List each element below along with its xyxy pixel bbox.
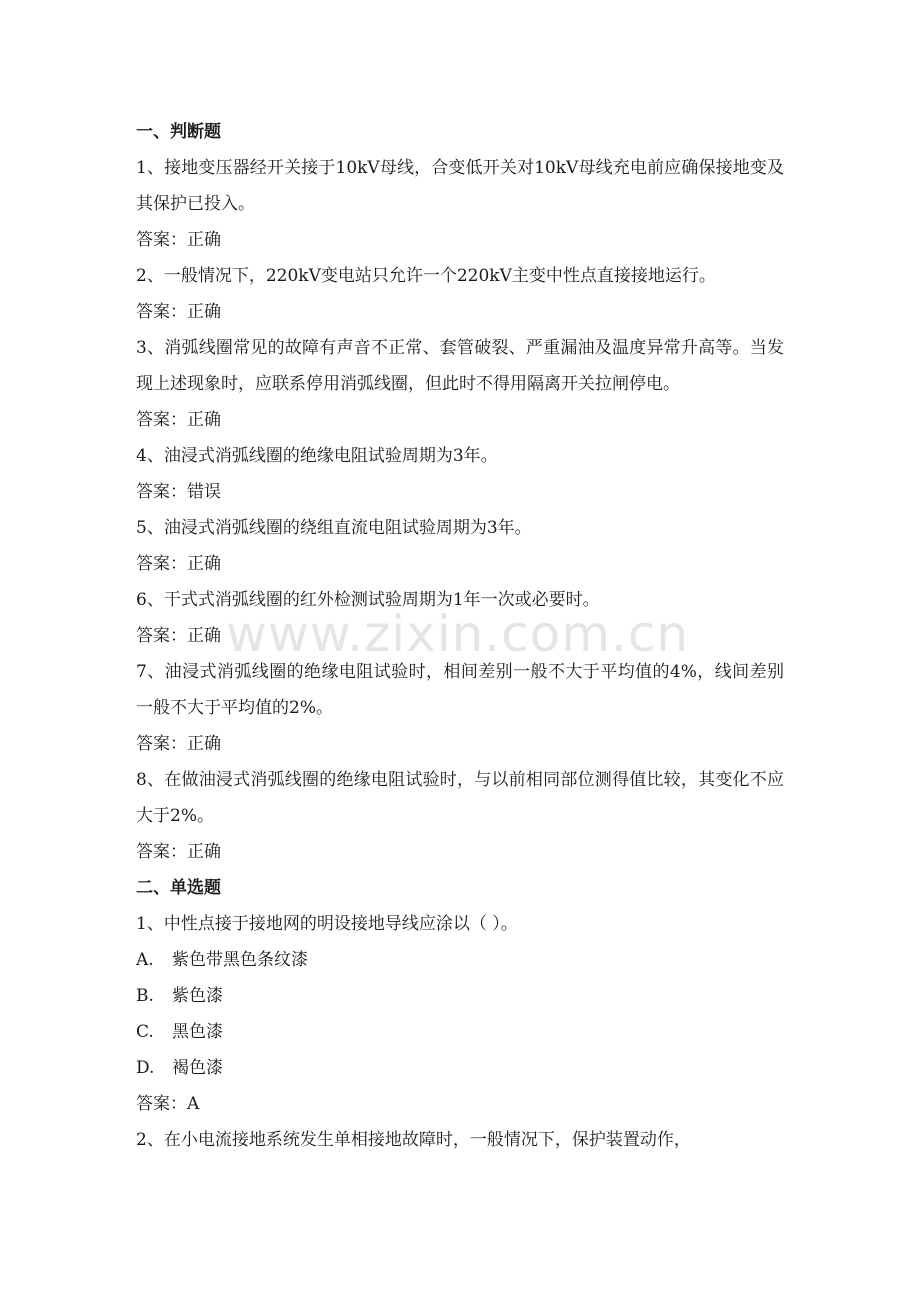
answer-text: 答案：正确 [136,842,221,862]
option-item [136,978,784,1014]
question-text: 1、中性点接于接地网的明设接地导线应涂以（ ）。 [136,914,518,934]
option-letter: A. [136,950,154,970]
question-text: 8、在做油浸式消弧线圈的绝缘电阻试验时，与以前相同部位测得值比较，其变化不应大于2%。 [136,770,784,826]
option-text: 紫色漆 [172,986,223,1006]
answer-text: 答案：正确 [136,626,221,646]
question-text: 4、油浸式消弧线圈的绝缘电阻试验周期为3年。 [136,446,498,466]
question-text: 6、干式式消弧线圈的红外检测试验周期为1年一次或必要时。 [136,590,600,610]
answer-text: 答案：正确 [136,734,221,754]
option-text: 褐色漆 [172,1058,223,1078]
question-text: 7、油浸式消弧线圈的绝缘电阻试验时，相间差别一般不大于平均值的4%，线间差别一般不大于平均值的2%。 [136,662,784,718]
question-text: 1、接地变压器经开关接于10kV母线，合变低开关对10kV母线充电前应确保接地变及其保护已投入。 [136,158,784,214]
section-title-single-choice: 二、单选题 [136,878,221,898]
option-item [136,942,784,978]
option-text: 黑色漆 [172,1022,223,1042]
question-text: 2、在小电流接地系统发生单相接地故障时，一般情况下，保护装置动作， [136,1130,691,1150]
watermark: www.zixin.com.cn [226,605,690,663]
answer-text: 答案：正确 [136,302,221,322]
option-letter: D. [136,1058,155,1078]
option-item [136,1050,784,1086]
question-text: 2、一般情况下，220kV变电站只允许一个220kV主变中性点直接接地运行。 [136,266,716,286]
option-text: 紫色带黑色条纹漆 [172,950,308,970]
answer-text: 答案：正确 [136,554,221,574]
answer-text: 答案：错误 [136,482,221,502]
answer-text: 答案：A [136,1094,200,1114]
answer-text: 答案：正确 [136,230,221,250]
question-text: 5、油浸式消弧线圈的绕组直流电阻试验周期为3年。 [136,518,532,538]
answer-text: 答案：正确 [136,410,221,430]
option-letter: C. [136,1022,154,1042]
option-item [136,1014,784,1050]
document-page [136,114,784,1158]
option-letter: B. [136,986,154,1006]
question-text: 3、消弧线圈常见的故障有声音不正常、套管破裂、严重漏油及温度异常升高等。当发现上述现象时，应联系停用消弧线圈，但此时不得用隔离开关拉闸停电。 [136,338,784,394]
section-title-true-false: 一、判断题 [136,122,221,142]
